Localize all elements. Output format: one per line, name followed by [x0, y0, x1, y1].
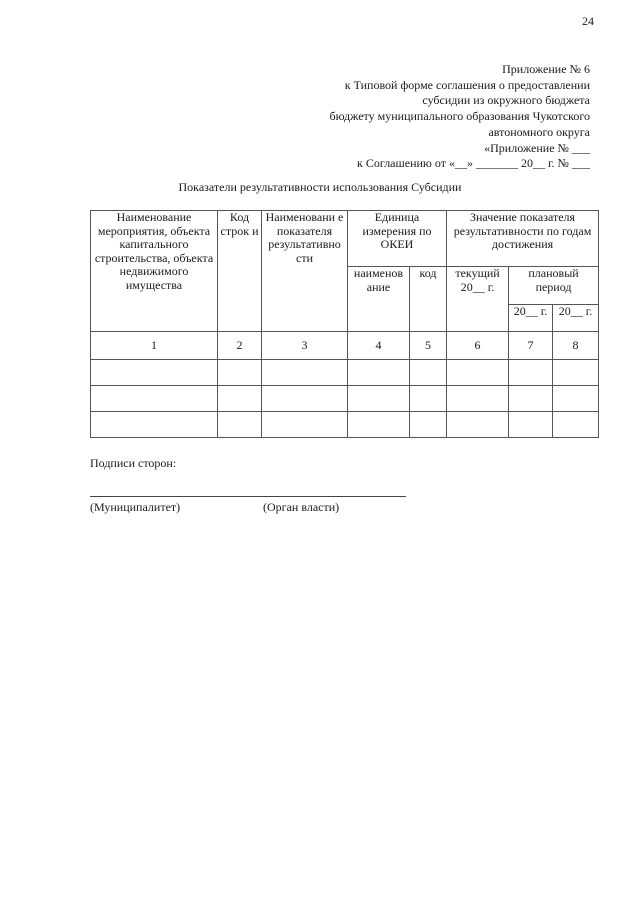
column-number: 6: [447, 332, 509, 360]
annex-line: Приложение № 6: [502, 62, 590, 76]
annex-line: к Типовой форме соглашения о предоставлении: [344, 77, 590, 92]
table-cell: [447, 386, 509, 412]
table-cell: [91, 386, 218, 412]
header-indicator-name: Наименовани е показателя результативно сти: [262, 211, 348, 332]
table-cell: [553, 412, 599, 438]
table-row: [91, 412, 599, 438]
table-cell: [509, 386, 553, 412]
table-cell: [553, 386, 599, 412]
signature-authority: (Орган власти): [263, 500, 340, 514]
header-row-code: Код строк и: [218, 211, 262, 332]
header-planned-period: плановый период: [509, 267, 599, 305]
table-cell: [348, 386, 410, 412]
table-cell: [262, 386, 348, 412]
document-title: Показатели результативности использования Субсидии: [178, 180, 462, 194]
annex-header: [270, 62, 590, 172]
table-cell: [262, 412, 348, 438]
table-cell: [91, 412, 218, 438]
header-current-year: текущий 20__ г.: [447, 267, 509, 332]
signature-municipality: (Муниципалитет): [90, 500, 181, 514]
table-cell: [447, 412, 509, 438]
table-cell: [91, 360, 218, 386]
annex-line: бюджету муниципального образования Чукотского: [329, 109, 590, 124]
column-number: 7: [509, 332, 553, 360]
table-cell: [218, 412, 262, 438]
column-number: 8: [553, 332, 599, 360]
table-cell: [348, 412, 410, 438]
table-cell: [218, 386, 262, 412]
annex-line: «Приложение № ___: [484, 140, 590, 155]
header-planned-year-2: 20__ г.: [553, 305, 599, 332]
annex-line: автономного округа: [488, 124, 590, 139]
column-number: 4: [348, 332, 410, 360]
header-row: [91, 211, 599, 267]
table-cell: [218, 360, 262, 386]
table-cell: [410, 360, 447, 386]
table-row: [91, 386, 599, 412]
page-number: 24: [582, 14, 594, 28]
table-cell: [262, 360, 348, 386]
header-unit-name: наименов ание: [348, 267, 410, 332]
column-number: 1: [91, 332, 218, 360]
table-cell: [509, 360, 553, 386]
table-cell: [348, 360, 410, 386]
header-event-name: Наименование мероприятия, объекта капитального строительства, объекта недвижимого имущества: [91, 211, 218, 332]
signature-line: [90, 496, 406, 497]
header-unit: Единица измерения по ОКЕИ: [348, 211, 447, 267]
header-planned-year-1: 20__ г.: [509, 305, 553, 332]
indicators-table: [90, 210, 599, 438]
column-number: 2: [218, 332, 262, 360]
signatures-label: Подписи сторон:: [90, 456, 177, 470]
column-number-row: [91, 332, 599, 360]
column-number: 5: [410, 332, 447, 360]
column-number: 3: [262, 332, 348, 360]
table-cell: [410, 412, 447, 438]
header-value: Значение показателя результативности по годам достижения: [447, 211, 599, 267]
annex-line: субсидии из окружного бюджета: [422, 93, 590, 108]
table-cell: [447, 360, 509, 386]
annex-line: к Соглашению от «__» _______ 20__ г. № ___: [357, 156, 590, 171]
table-row: [91, 360, 599, 386]
table-cell: [553, 360, 599, 386]
table-cell: [509, 412, 553, 438]
table-cell: [410, 386, 447, 412]
header-unit-code: код: [410, 267, 447, 332]
